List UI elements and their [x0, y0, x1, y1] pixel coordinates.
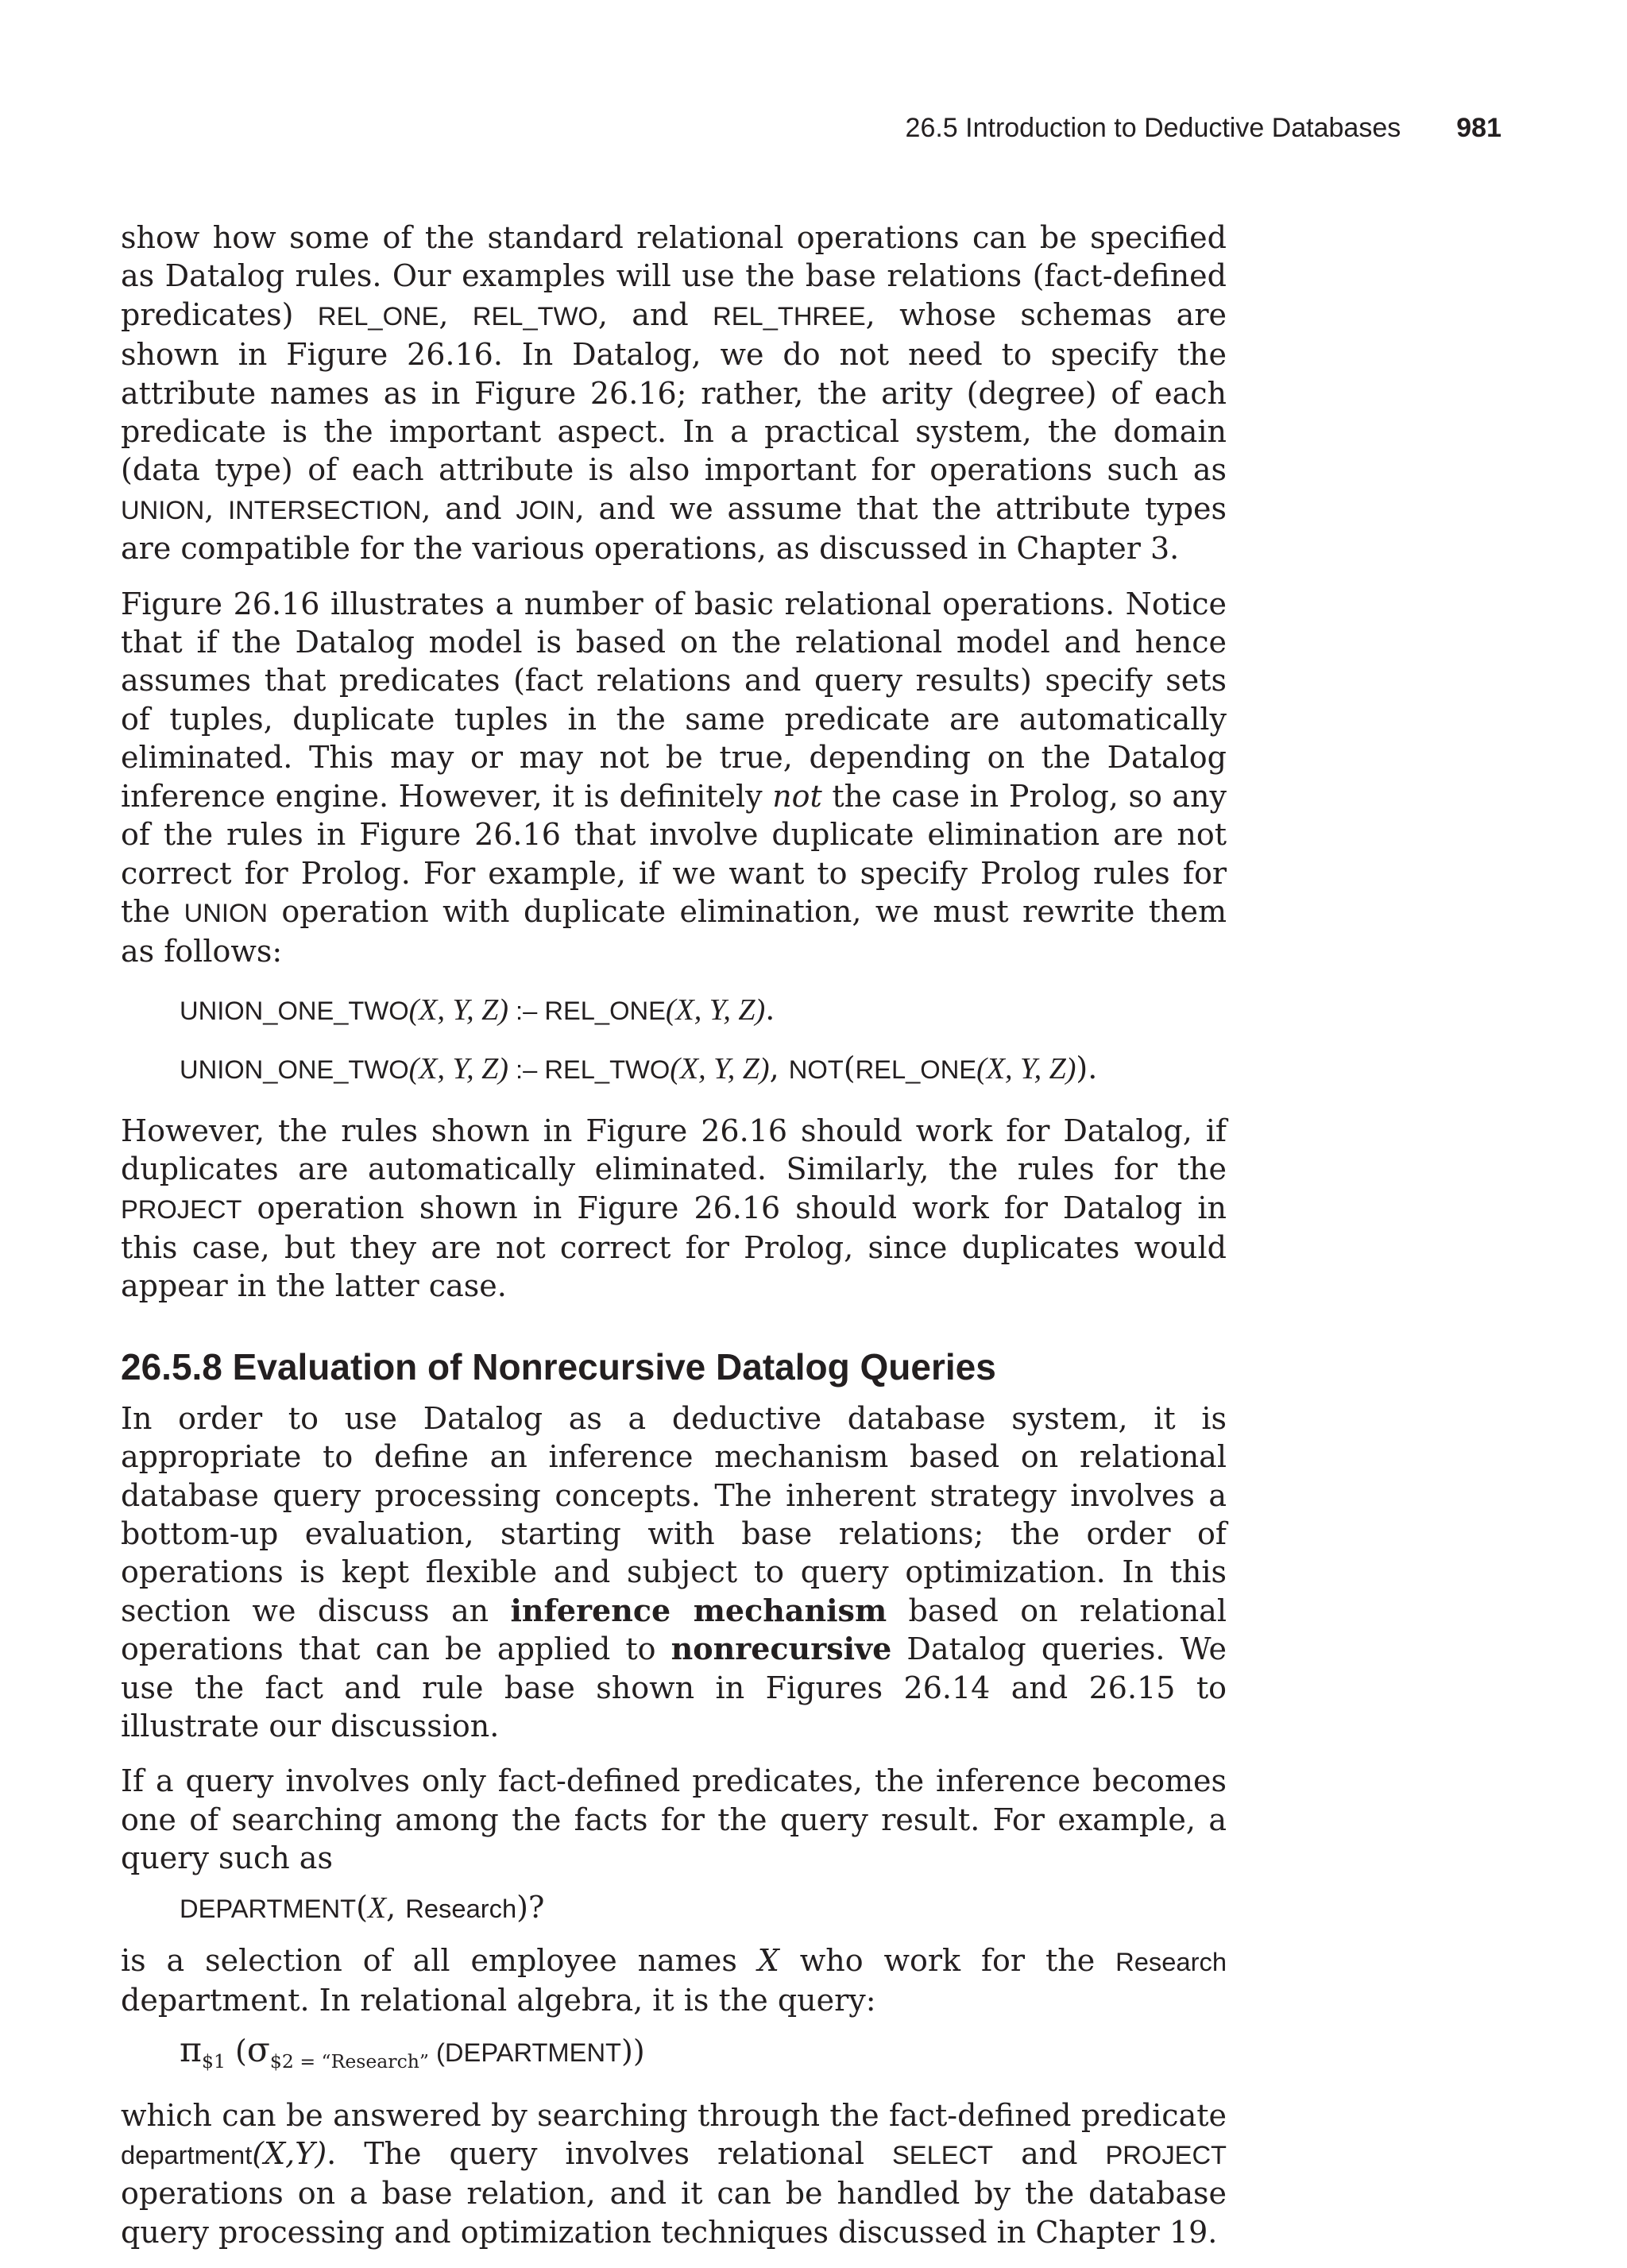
operation-name: INTERSECTION — [228, 494, 422, 524]
query-end: )? — [516, 1889, 545, 1925]
rule-body: REL_ONE — [544, 995, 666, 1025]
text-run: Figure 26.16 illustrates a number of basic relational operations. Notice that if the Datalog model is based on the relational model and hence assumes that predicates (fact relations and query results) specify sets of tuples, duplicate tuples in the same predicate are automatically eliminated. This may or may not be true, depending on the Datalog inference engine. However, it is definitely — [121, 586, 1227, 814]
text-run: show how some of the standard relational operations can be specified as Datalog rules. Our examples will use the base relations (fact-defined predicates) — [121, 220, 1227, 332]
query-constant: Research — [405, 1893, 517, 1923]
paragraph-duplicates — [121, 585, 1227, 971]
rule-negated: REL_ONE — [855, 1054, 977, 1084]
text-run: operation with duplicate elimination, we must rewrite them as follows: — [121, 893, 1227, 970]
rule-args: (X, Y, Z) — [408, 1051, 508, 1086]
text-run: , whose schemas are shown in Figure 26.16. In Datalog, we do not need to specify the attribute names as in Figure 26.16; rather, the arity (degree) of each predicate is the important aspect. In a practical system, the domain (data type) of each attribute is also important for operations such as — [121, 296, 1227, 488]
sigma-subscript: $2 = “Research” — [269, 2050, 429, 2073]
section-heading: 26.5.8 Evaluation of Nonrecursive Datalog Queries — [121, 1345, 996, 1388]
operation-name: SELECT — [891, 2140, 994, 2170]
text-run: operations on a base relation, and it can be handled by the database query processing and optimization techniques discussed in Chapter 19. — [121, 2176, 1227, 2250]
text-run: operation shown in Figure 26.16 should work for Datalog in this case, but they are not correct for Prolog, since duplicates would appear in the latter case. — [121, 1190, 1227, 1304]
sigma-symbol: σ — [246, 2030, 270, 2071]
page-number: 981 — [1456, 113, 1501, 143]
text-run: , and — [597, 296, 713, 332]
relation-name: REL_THREE — [713, 300, 866, 331]
rule-args: (X, Y, Z) — [670, 1051, 770, 1086]
query-paren: ( — [356, 1889, 368, 1925]
pi-subscript: $1 — [201, 2050, 226, 2073]
text-run: department. In relational algebra, it is the query: — [121, 1983, 876, 2018]
predicate-args: (X,Y) — [252, 2136, 327, 2172]
operation-name: JOIN — [516, 494, 575, 524]
rule-end: . — [765, 991, 775, 1027]
term-inference-mechanism: inference mechanism — [510, 1592, 887, 1628]
algebra-paren: )) — [621, 2034, 645, 2069]
rule-args: (X, Y, Z) — [665, 993, 766, 1027]
relational-algebra-expression — [180, 2029, 1227, 2083]
department-constant: Research — [1115, 1946, 1227, 1976]
text-run: Datalog queries. We use the fact and rule base shown in Figures 26.14 and 26.15 to illustrate our discussion. — [121, 1631, 1227, 1744]
text-run: based on relational operations that can be applied to — [121, 1593, 1227, 1667]
paragraph-answer — [121, 2096, 1227, 2252]
rule-end: ). — [1076, 1050, 1098, 1086]
rule-head: UNION_ONE_TWO — [180, 995, 409, 1025]
prolog-rule-2 — [180, 1047, 1227, 1091]
paragraph-intro — [121, 219, 1227, 568]
paragraph-inference — [121, 1399, 1227, 1746]
operation-name: PROJECT — [1105, 2140, 1227, 2170]
text-run: the case in Prolog, so any of the rules in Figure 26.16 that involve duplicate elimination are not correct for Prolog. For example, if we want to specify Prolog rules for the — [121, 778, 1227, 929]
text-run: . The query involves relational — [327, 2136, 892, 2172]
paragraph-prolog-note — [121, 1112, 1227, 1306]
text-run: and — [993, 2136, 1106, 2172]
operation-name: UNION — [184, 897, 268, 927]
rule-body: REL_TWO — [544, 1054, 671, 1084]
text-run: , — [204, 490, 229, 526]
variable-x: X — [757, 1942, 779, 1978]
query-predicate: DEPARTMENT — [180, 1893, 357, 1923]
text-run: However, the rules shown in Figure 26.16 should work for Datalog, if duplicates are automatically eliminated. Similarly, the rules for the — [121, 1113, 1227, 1187]
prolog-rule-1 — [180, 988, 1227, 1032]
predicate-name: department — [121, 2140, 253, 2170]
rule-args: (X, Y, Z) — [976, 1051, 1076, 1086]
rule-head: UNION_ONE_TWO — [180, 1054, 409, 1084]
rule-arrow: :– — [508, 1054, 545, 1084]
paragraph-query-intro — [121, 1762, 1227, 1877]
relation-name: REL_ONE — [317, 300, 439, 331]
rule-paren: ( — [843, 1050, 856, 1086]
pi-symbol: π — [180, 2030, 202, 2071]
text-run: , — [439, 296, 473, 332]
rule-arrow: :– — [508, 995, 545, 1025]
text-run: which can be answered by searching through the fact-defined predicate — [121, 2097, 1227, 2133]
running-head-title: 26.5 Introduction to Deductive Databases — [905, 113, 1401, 143]
text-run: is a selection of all employee names — [121, 1942, 758, 1978]
paragraph-selection — [121, 1941, 1227, 2020]
query-separator: , — [386, 1889, 406, 1925]
query-variable: X — [367, 1891, 387, 1925]
rule-not: NOT — [788, 1054, 844, 1084]
running-head — [794, 113, 1501, 144]
rule-separator: , — [769, 1050, 789, 1086]
text-run: If a query involves only fact-defined predicates, the inference becomes one of searching among the facts for the query result. For example, a query such as — [121, 1763, 1227, 1876]
rule-args: (X, Y, Z) — [408, 993, 508, 1027]
relation-name: REL_TWO — [472, 300, 598, 331]
algebra-relation: (DEPARTMENT — [428, 2038, 621, 2068]
text-run: who work for the — [779, 1942, 1116, 1978]
query-example — [180, 1886, 1227, 1930]
text-run: In order to use Datalog as a deductive database system, it is appropriate to define an inference mechanism based on relational database query processing concepts. The inherent strategy involves a bottom-up evaluation, starting with base relations; the order of operations is kept flexible and subject to query optimization. In this section we discuss an — [121, 1400, 1227, 1628]
operation-name: PROJECT — [121, 1194, 242, 1224]
text-run: , and we assume that the attribute types are compatible for the various operations, as discussed in Chapter 3. — [121, 490, 1227, 567]
term-nonrecursive: nonrecursive — [671, 1631, 892, 1667]
emphasis-not: not — [772, 778, 822, 814]
algebra-paren: ( — [225, 2034, 247, 2069]
page-body — [121, 219, 1227, 2268]
text-run: , and — [421, 490, 516, 526]
operation-name: UNION — [121, 494, 205, 524]
